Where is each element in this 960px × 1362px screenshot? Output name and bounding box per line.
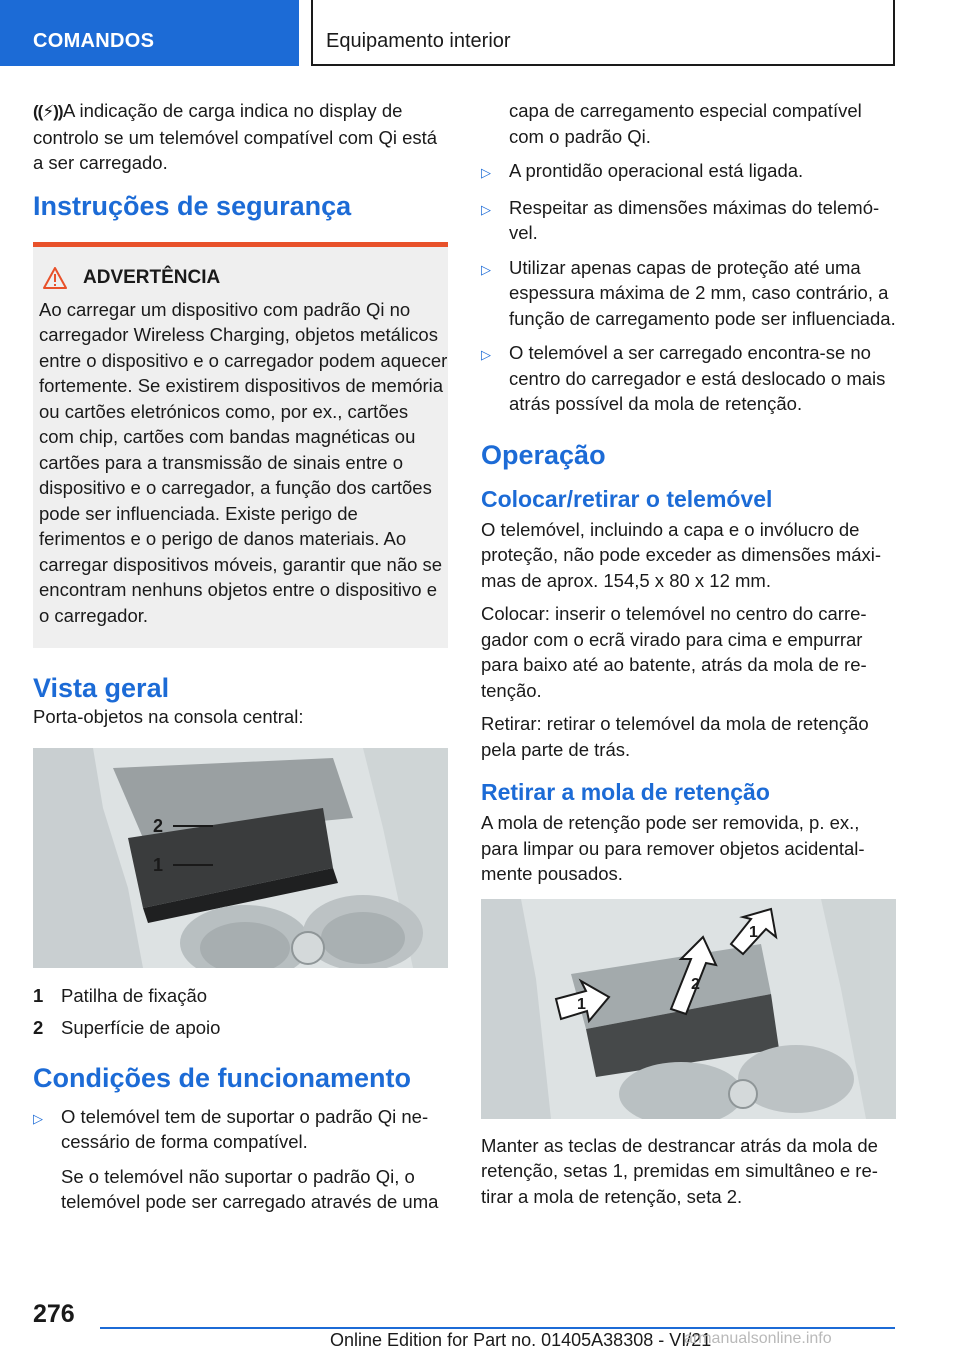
triangle-bullet-icon: ▷ — [481, 165, 491, 180]
figure2-label-1a: 1 — [749, 923, 758, 941]
legend-text: Patilha de fixação — [61, 984, 208, 1006]
requirement-text: O telemóvel a ser carregado encontra-se no centro do carregador e está deslocado o mais atrás possível da mola de retenção. — [509, 342, 886, 414]
intro-text: A indicação de carga indica no display de controlo se um telemóvel compatível com Qi está a ser carregado. — [33, 100, 438, 173]
warning-triangle-icon — [43, 267, 67, 289]
requirement-item — [481, 255, 896, 332]
figure-legend — [33, 980, 448, 1044]
warning-text: Ao carregar um dispositivo com padrão Qi no carregador Wireless Charging, objetos metálicos entre o dispositivo e o carregador podem aquecer fortemente. Se existirem dispositivos de memória ou cartões eletrónicos como, por ex., cartões com chip, cartões com bandas magnéticas ou cartões para a transmissão de sinais entre o dispositivo e o carregador, a função dos cartões pode ser influenciada. Existe perigo de ferimentos e o perigo de danos materiais. Ao carregar dispositivos móveis, garantir que não se encontram nenhuns objetos entre o dispositivo e o carregador. — [39, 298, 448, 626]
continued-text: capa de carregamento especial compatível com o padrão Qi. — [509, 100, 862, 147]
legend-item — [33, 980, 448, 1012]
legend-text: Superfície de apoio — [61, 1016, 221, 1038]
remove-spring-heading: Retirar a mola de retenção — [481, 779, 770, 805]
triangle-bullet-icon: ▷ — [481, 347, 491, 362]
edition-text: Online Edition for Part no. 01405A38308 - VI/21 — [330, 1330, 712, 1350]
figure2-label-1b: 1 — [577, 995, 586, 1013]
legend-number: 1 — [33, 984, 44, 1006]
warning-title: ADVERTÊNCIA — [83, 266, 221, 288]
condition-text: O telemóvel tem de suportar o padrão Qi necessário de forma compatível. — [61, 1105, 429, 1152]
figure1-label-1: 1 — [153, 854, 164, 875]
chapter-tab: COMANDOS — [0, 0, 299, 66]
section-title: Equipamento interior — [312, 0, 895, 66]
overview-text: Porta-objetos na consola central: — [33, 706, 304, 727]
place-paragraph-2: Colocar: inserir o telemóvel no centro do carregador com o ecrã virado para cima e empurrar para baixo até ao batente, atrás da mola de retenção. — [481, 603, 867, 701]
legend-item — [33, 1012, 448, 1044]
watermark-text: armanualsonline.info — [684, 1330, 832, 1347]
triangle-bullet-icon: ▷ — [481, 201, 491, 217]
left-column — [33, 98, 448, 1224]
remove-spring-figure — [481, 899, 896, 1119]
legend-number: 2 — [33, 1016, 44, 1038]
remove-spring-illustration — [481, 899, 896, 1119]
figure1-label-2: 2 — [153, 815, 164, 836]
place-paragraph-1: O telemóvel, incluindo a capa e o invólucro de proteção, não pode exceder as dimensões máximas de aprox. 154,5 x 80 x 12 mm. — [481, 518, 882, 591]
conditions-heading: Condições de funcionamento — [33, 1062, 412, 1093]
remove-paragraph-1: A mola de retenção pode ser removida, p. ex., para limpar ou para remover objetos acidentalmente pousados. — [481, 812, 865, 884]
remove-paragraph-2: Manter as teclas de destrancar atrás da mola de retenção, setas 1, premidas em simultâneo e retirar a mola de retenção, seta 2. — [481, 1134, 878, 1207]
page-footer — [0, 1292, 960, 1362]
place-paragraph-3: Retirar: retirar o telemóvel da mola de retenção pela parte de trás. — [481, 713, 869, 760]
requirement-item — [481, 158, 896, 186]
condition-item — [33, 1104, 448, 1155]
right-column — [481, 98, 896, 1217]
safety-heading: Instruções de segurança — [33, 190, 352, 221]
intro-paragraph — [33, 98, 448, 176]
condition-continuation: Se o telemóvel não suportar o padrão Qi, o telemóvel pode ser carregado através de uma — [61, 1165, 439, 1212]
page-number: 276 — [33, 1300, 75, 1328]
footer-divider — [100, 1327, 895, 1329]
figure2-label-2: 2 — [691, 975, 700, 993]
triangle-bullet-icon: ▷ — [481, 261, 491, 277]
triangle-bullet-icon: ▷ — [33, 1110, 43, 1126]
requirement-item — [481, 195, 896, 246]
requirement-text: Respeitar as dimensões máximas do telemóvel. — [509, 196, 880, 243]
warning-header — [39, 267, 448, 289]
overview-heading: Vista geral — [33, 673, 170, 703]
wireless-charging-icon: ((⚡)) — [33, 102, 63, 121]
place-remove-heading: Colocar/retirar o telemóvel — [481, 485, 773, 512]
console-storage-figure — [33, 748, 448, 968]
requirement-text: Utilizar apenas capas de proteção até uma espessura máxima de 2 mm, caso contrário, a função de carregamento pode ser influenciada. — [509, 256, 896, 329]
console-illustration — [33, 748, 448, 968]
page-header — [0, 0, 960, 66]
warning-box — [33, 242, 448, 649]
requirement-item — [481, 340, 896, 417]
operation-heading: Operação — [481, 439, 606, 470]
requirement-text: A prontidão operacional está ligada. — [509, 160, 804, 181]
